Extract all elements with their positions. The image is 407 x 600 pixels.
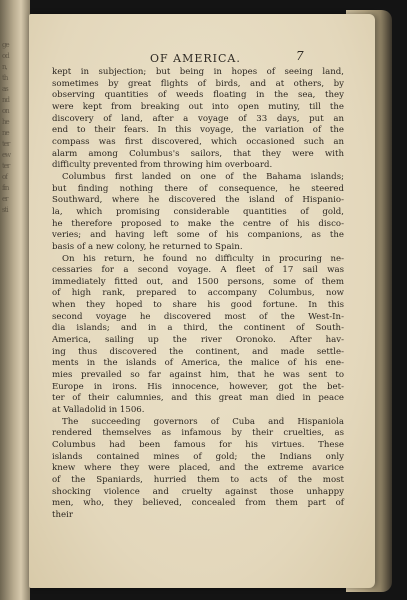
- text-line: kept in subjection; but being in hopes of seeing land,: [52, 67, 344, 77]
- text-line: Columbus had been famous for his virtues. These: [52, 440, 344, 450]
- text-line: their: [52, 509, 73, 520]
- text-line: Europe in irons. His innocence, however, got the bet-: [52, 381, 344, 392]
- text-line: of high rank, prepared to accompany Columbus, now: [52, 288, 344, 299]
- text-line: rendered themselves as infamous by their cruelties, as: [52, 428, 344, 439]
- facing-page-fragment: of: [2, 173, 7, 181]
- paragraph: [52, 254, 344, 417]
- text-line: when they hoped to share his good fortune. In this: [52, 300, 344, 311]
- text-line: la, which promising considerable quantities of gold,: [52, 206, 344, 217]
- text-line: cessaries for a second voyage. A fleet of 17 sail was: [52, 265, 344, 276]
- text-line: difficulty prevented from throwing him overboard.: [52, 160, 273, 171]
- facing-page-edge: [0, 0, 30, 600]
- text-line: On his return, he found no difficulty in procuring ne-: [62, 253, 344, 264]
- text-line: compass was first discovered, which occasioned such an: [52, 136, 344, 147]
- facing-page-text-fragments: [2, 40, 20, 216]
- facing-page-fragment: sti: [2, 206, 8, 214]
- text-line: men, who, they believed, concealed from them part of: [52, 498, 344, 509]
- facing-page-fragment: ge: [2, 41, 9, 49]
- facing-page-fragment: as: [2, 85, 8, 93]
- facing-page-fragment: fin: [2, 184, 9, 192]
- facing-page-fragment: on: [2, 107, 9, 115]
- paragraph: [52, 417, 344, 522]
- text-line: sometimes by great flights of birds, and at others, by: [52, 78, 344, 89]
- text-line: ments in the islands of America, the malice of his ene-: [52, 358, 344, 369]
- facing-page-fragment: nd: [2, 96, 9, 104]
- facing-page-fragment: od: [2, 52, 9, 60]
- paragraph: [52, 67, 344, 172]
- running-head: OF AMERICA.: [150, 52, 241, 65]
- facing-page-fragment: er: [2, 195, 8, 203]
- text-line: discovery of land, after a voyage of 33 days, put an: [52, 113, 344, 124]
- text-line: The succeeding governors of Cuba and Hispaniola: [62, 416, 344, 427]
- text-line: veries; and having left some of his companions, as the: [52, 230, 344, 241]
- text-line: shocking violence and cruelty against those unhappy: [52, 486, 344, 497]
- paragraph: [52, 172, 344, 254]
- facing-page-fragment: he: [2, 118, 9, 126]
- text-line: America, sailing up the river Oronoko. After hav-: [52, 335, 344, 346]
- facing-page-fragment: n,: [2, 63, 7, 71]
- text-line: dia islands; and in a third, the continent of South-: [52, 323, 344, 334]
- facing-page-fragment: ew: [2, 151, 11, 159]
- text-line: islands contained mines of gold; the Indians only: [52, 451, 344, 462]
- text-line: of the Spaniards, hurried them to acts of the most: [52, 474, 344, 485]
- text-line: knew where they were placed, and the extreme avarice: [52, 463, 344, 474]
- facing-page-fragment: th: [2, 74, 8, 82]
- text-line: immediately fitted out, and 1500 persons, some of them: [52, 276, 344, 287]
- text-line: second voyage he discovered most of the West-In-: [52, 311, 344, 322]
- text-line: but finding nothing there of consequence, he steered: [52, 183, 344, 194]
- text-line: observing quantities of weeds floating in the sea, they: [52, 90, 344, 101]
- page-number: 7: [296, 49, 304, 63]
- facing-page-fragment: ter: [2, 162, 10, 170]
- text-line: ter of their calumnies, and this great man died in peace: [52, 393, 344, 404]
- text-line: were kept from breaking out into open mutiny, till the: [52, 101, 344, 112]
- text-line: he therefore proposed to make the centre of his disco-: [52, 218, 344, 229]
- text-line: mies prevailed so far against him, that he was sent to: [52, 370, 344, 381]
- text-line: alarm among Columbus's sailors, that they were with: [52, 148, 344, 159]
- text-line: basis of a new colony, he returned to Spain.: [52, 241, 243, 252]
- text-line: at Valladolid in 1506.: [52, 405, 145, 416]
- text-line: Columbus first landed on one of the Bahama islands;: [62, 171, 344, 182]
- body-text: [52, 67, 344, 522]
- text-line: Southward, where he discovered the island of Hispanio-: [52, 195, 344, 206]
- facing-page-fragment: ter: [2, 140, 10, 148]
- facing-page-fragment: ne: [2, 129, 9, 137]
- text-line: end to their fears. In this voyage, the variation of the: [52, 125, 344, 136]
- text-line: ing thus discovered the continent, and made settle-: [52, 346, 344, 357]
